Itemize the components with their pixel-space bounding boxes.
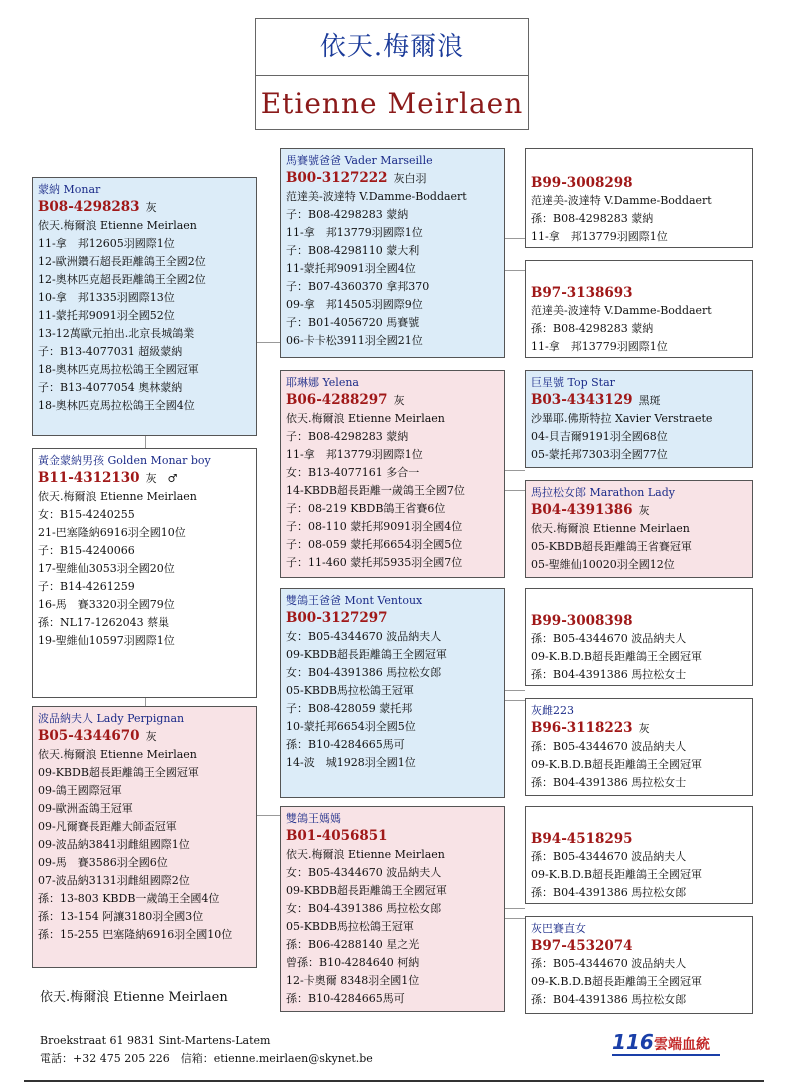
connector — [505, 918, 525, 919]
detail-line: 09-K.B.D.B超長距離鴿王全國冠軍 — [531, 975, 703, 988]
detail-line: 05-KBDB馬拉松鴿王冠軍 — [286, 920, 414, 933]
connector — [505, 490, 525, 491]
ring-number: B03-4343129 黑斑 — [531, 392, 661, 408]
detail-line: 子：B13-4077054 奧林蒙納 — [38, 381, 183, 394]
detail-line: 孫：15-255 巴塞隆納6916羽全國10位 — [38, 928, 233, 941]
dam-sire-card — [280, 588, 505, 798]
detail-line: 09-KBDB超長距離鴿王全國冠軍 — [38, 766, 199, 779]
detail-line: 孫：B04-4391386 馬拉松女士 — [531, 776, 687, 789]
ring-number: B97-4532074 — [531, 938, 633, 954]
sds-card — [525, 370, 753, 468]
bird-color: 黑斑 — [638, 394, 661, 407]
bird-color: 灰 ♂ — [145, 472, 178, 485]
bird-color: 灰 — [638, 722, 650, 735]
detail-line: 05-聖維仙10020羽全國12位 — [531, 558, 675, 571]
detail-line: 范達美-波達特 V.Damme-Boddaert — [531, 304, 712, 317]
detail-line: 11-蒙托邦9091羽全國52位 — [38, 309, 175, 322]
detail-line: 孫：13-803 KBDB一歲鴿王全國4位 — [38, 892, 220, 905]
detail-line: 女：B05-4344670 波品納夫人 — [286, 630, 442, 643]
detail-line: 09-鴿王國際冠軍 — [38, 784, 122, 797]
detail-line: 子：08-110 蒙托邦9091羽全國4位 — [286, 520, 463, 533]
bird-details — [531, 410, 747, 464]
detail-line: 孫：B05-4344670 波品納夫人 — [531, 632, 687, 645]
detail-line: 12-歐洲鑽石超長距離鴿王全國2位 — [38, 255, 206, 268]
detail-line: 孫：B10-4284665馬可 — [286, 738, 405, 751]
detail-line: 女：B04-4391386 馬拉松女郎 — [286, 666, 442, 679]
pedigree-title — [255, 18, 529, 130]
ring-number: B94-4518295 — [531, 831, 633, 847]
sire-card — [32, 177, 257, 436]
ring-number: B06-4288297 灰 — [286, 392, 405, 408]
detail-line: 孫：NL17-1262043 蔡巢 — [38, 616, 170, 629]
bird-color: 灰 — [145, 201, 157, 214]
detail-line: 12-卡奧爾 8348羽全國1位 — [286, 974, 420, 987]
bird-details — [531, 302, 747, 356]
bird-details — [38, 488, 251, 650]
bird-name: 馬賽號爸爸 Vader Marseille — [286, 154, 433, 167]
detail-line: 孫：B04-4391386 馬拉松女郎 — [531, 886, 687, 899]
address: Broekstraat 61 9831 Sint-Martens-Latem — [40, 1034, 271, 1047]
detail-line: 范達美-波達特 V.Damme-Boddaert — [286, 190, 467, 203]
detail-line: 17-聖維仙3053羽全國20位 — [38, 562, 175, 575]
bird-details — [286, 628, 499, 772]
bird-name: 雙鴿王媽媽 — [286, 812, 341, 825]
bird-name: 雙鴿王爸爸 Mont Ventoux — [286, 594, 423, 607]
detail-line: 19-聖維仙10597羽國際1位 — [38, 634, 175, 647]
sire-sire-card — [280, 148, 505, 358]
bird-details — [531, 848, 747, 902]
connector — [505, 270, 525, 271]
ddd-card — [525, 916, 753, 1014]
detail-line: 14-KBDB超長距離一歲鴿王全國7位 — [286, 484, 465, 497]
detail-line: 孫：B04-4391386 馬拉松女郎 — [531, 993, 687, 1006]
detail-line: 孫：B08-4298283 蒙納 — [531, 322, 654, 335]
detail-line: 子：B15-4240066 — [38, 544, 135, 557]
detail-line: 11-拿 邦13779羽國際1位 — [286, 226, 423, 239]
ring-number: B00-3127297 — [286, 610, 388, 626]
bird-details — [531, 520, 747, 574]
detail-line: 06-卡卡松3911羽全國21位 — [286, 334, 423, 347]
detail-line: 13-12萬歐元拍出.北京長城鴿業 — [38, 327, 195, 340]
bird-details — [286, 188, 499, 350]
detail-line: 子：B14-4261259 — [38, 580, 135, 593]
bird-name: 黃金蒙納男孩 Golden Monar boy — [38, 454, 211, 467]
detail-line: 女：B04-4391386 馬拉松女郎 — [286, 902, 442, 915]
phone-email: 電話：+32 475 205 226 信箱：etienne.meirlaen@skynet.be — [40, 1052, 373, 1065]
detail-line: 05-KBDB超長距離鴿王省賽冠軍 — [531, 540, 692, 553]
dam-card — [32, 706, 257, 968]
bird-color: 灰白羽 — [393, 172, 427, 185]
detail-line: 09-KBDB超長距離鴿王全國冠軍 — [286, 884, 447, 897]
detail-line: 子：08-219 KBDB鴿王省賽6位 — [286, 502, 446, 515]
bird-name: 蒙納 Monar — [38, 183, 101, 196]
ring-number: B05-4344670 灰 — [38, 728, 157, 744]
detail-line: 子：B13-4077031 超級蒙納 — [38, 345, 183, 358]
connector — [505, 908, 525, 909]
detail-line: 04-貝吉爾9191羽全國68位 — [531, 430, 668, 443]
detail-line: 孫：13-154 阿讓3180羽全國3位 — [38, 910, 204, 923]
dam-dam-card — [280, 806, 505, 1012]
connector — [505, 700, 525, 701]
detail-line: 依天.梅爾浪 Etienne Meirlaen — [531, 522, 690, 535]
owner-name: 依天.梅爾浪 Etienne Meirlaen — [40, 990, 228, 1005]
logo-text: 雲端血統 — [654, 1037, 710, 1053]
detail-line: 子：B08-428059 蒙托邦 — [286, 702, 413, 715]
detail-line: 11-拿 邦12605羽國際1位 — [38, 237, 175, 250]
bird-name: 波品納夫人 Lady Perpignan — [38, 712, 185, 725]
bird-name: 巨星號 Top Star — [531, 376, 615, 389]
detail-line: 孫：B05-4344670 波品納夫人 — [531, 740, 687, 753]
detail-line: 11-拿 邦13779羽國際1位 — [286, 448, 423, 461]
dds-card — [525, 806, 753, 904]
connector — [145, 436, 146, 448]
detail-line: 依天.梅爾浪 Etienne Meirlaen — [286, 412, 445, 425]
ring-number: B00-3127222 灰白羽 — [286, 170, 427, 186]
detail-line: 依天.梅爾浪 Etienne Meirlaen — [286, 848, 445, 861]
bird-name: 灰雌223 — [531, 704, 574, 717]
detail-line: 11-拿 邦13779羽國際1位 — [531, 230, 668, 243]
ring-number: B11-4312130 灰 ♂ — [38, 470, 178, 486]
bird-details — [38, 217, 251, 415]
sire-sibling-card — [32, 448, 257, 698]
bird-color: 灰 — [638, 504, 650, 517]
detail-line: 子：B07-4360370 拿邦370 — [286, 280, 430, 293]
ssd-card — [525, 260, 753, 358]
ring-number: B99-3008398 — [531, 613, 633, 629]
contact-info — [40, 1032, 373, 1068]
detail-line: 女：B13-4077161 多合一 — [286, 466, 420, 479]
detail-line: 依天.梅爾浪 Etienne Meirlaen — [38, 219, 197, 232]
detail-line: 沙畢耶.佛斯特拉 Xavier Verstraete — [531, 412, 713, 425]
detail-line: 05-KBDB馬拉松鴿王冠軍 — [286, 684, 414, 697]
dss-card — [525, 588, 753, 686]
detail-line: 21-巴塞隆納6916羽全國10位 — [38, 526, 186, 539]
detail-line: 范達美-波達特 V.Damme-Boddaert — [531, 194, 712, 207]
bird-name: 馬拉松女郎 Marathon Lady — [531, 486, 675, 499]
detail-line: 孫：B05-4344670 波品納夫人 — [531, 850, 687, 863]
detail-line: 10-蒙托邦6654羽全國5位 — [286, 720, 416, 733]
bird-details — [531, 630, 747, 684]
detail-line: 12-奧林匹克超長距離鴿王全國2位 — [38, 273, 206, 286]
detail-line: 09-波品納3841羽雌組國際1位 — [38, 838, 190, 851]
sire-dam-card — [280, 370, 505, 578]
detail-line: 09-K.B.D.B超長距離鴿王全國冠軍 — [531, 868, 703, 881]
ring-number: B99-3008298 — [531, 175, 633, 191]
detail-line: 孫：B06-4288140 星之光 — [286, 938, 420, 951]
connector — [145, 698, 146, 706]
detail-line: 11-蒙托邦9091羽全國4位 — [286, 262, 416, 275]
detail-line: 18-奧林匹克馬拉松鴿王全國冠軍 — [38, 363, 199, 376]
detail-line: 14-波 城1928羽全國1位 — [286, 756, 416, 769]
detail-line: 曾孫：B10-4284640 柯納 — [286, 956, 420, 969]
logo-underline — [612, 1054, 720, 1056]
detail-line: 孫：B05-4344670 波品納夫人 — [531, 957, 687, 970]
detail-line: 11-拿 邦13779羽國際1位 — [531, 340, 668, 353]
detail-line: 依天.梅爾浪 Etienne Meirlaen — [38, 490, 197, 503]
sss-card — [525, 148, 753, 248]
detail-line: 05-蒙托邦7303羽全國77位 — [531, 448, 668, 461]
detail-line: 09-KBDB超長距離鴿王全國冠軍 — [286, 648, 447, 661]
bird-color: 灰 — [393, 394, 405, 407]
detail-line: 女：B15-4240255 — [38, 508, 135, 521]
detail-line: 09-K.B.D.B超長距離鴿王全國冠軍 — [531, 758, 703, 771]
detail-line: 18-奧林匹克馬拉松鴿王全國4位 — [38, 399, 195, 412]
detail-line: 子：08-059 蒙托邦6654羽全國5位 — [286, 538, 463, 551]
connector — [256, 342, 280, 343]
detail-line: 孫：B08-4298283 蒙納 — [531, 212, 654, 225]
bird-name: 耶琳娜 Yelena — [286, 376, 359, 389]
ring-number: B01-4056851 — [286, 828, 388, 844]
connector — [505, 470, 525, 471]
connector — [505, 690, 525, 691]
detail-line: 孫：B04-4391386 馬拉松女士 — [531, 668, 687, 681]
ring-number: B08-4298283 灰 — [38, 199, 157, 215]
connector — [505, 238, 525, 239]
detail-line: 子：B08-4298110 蒙大利 — [286, 244, 420, 257]
dsd-card — [525, 698, 753, 796]
detail-line: 10-拿 邦1335羽國際13位 — [38, 291, 175, 304]
detail-line: 09-K.B.D.B超長距離鴿王全國冠軍 — [531, 650, 703, 663]
detail-line: 09-馬 賽3586羽全國6位 — [38, 856, 168, 869]
ring-number: B96-3118223 灰 — [531, 720, 650, 736]
detail-line: 子：B08-4298283 蒙納 — [286, 208, 409, 221]
bird-name: 灰巴賽直女 — [531, 922, 586, 935]
detail-line: 16-馬 賽3320羽全國79位 — [38, 598, 175, 611]
connector — [256, 815, 280, 816]
bird-details — [286, 410, 499, 572]
bird-details — [531, 192, 747, 246]
bottom-divider — [24, 1080, 764, 1082]
ring-number: B97-3138693 — [531, 285, 633, 301]
bird-color: 灰 — [145, 730, 157, 743]
detail-line: 依天.梅爾浪 Etienne Meirlaen — [38, 748, 197, 761]
detail-line: 子：B01-4056720 馬賽號 — [286, 316, 420, 329]
sdd-card — [525, 480, 753, 578]
bird-details — [38, 746, 251, 944]
detail-line: 女：B05-4344670 波品納夫人 — [286, 866, 442, 879]
bird-details — [286, 846, 499, 1008]
title-chinese: 依天.梅爾浪 — [256, 19, 528, 76]
detail-line: 09-拿 邦14505羽國際9位 — [286, 298, 423, 311]
bird-details — [531, 738, 747, 792]
detail-line: 07-波品納3131羽雌組國際2位 — [38, 874, 190, 887]
detail-line: 09-歐洲盃鴿王冠軍 — [38, 802, 133, 815]
ring-number: B04-4391386 灰 — [531, 502, 650, 518]
logo-number: 116 — [612, 1030, 654, 1054]
detail-line: 孫：B10-4284665馬可 — [286, 992, 405, 1005]
bird-details — [531, 955, 747, 1009]
detail-line: 09-凡爾賽長距離大師盃冠軍 — [38, 820, 177, 833]
logo — [612, 1030, 742, 1056]
detail-line: 子：B08-4298283 蒙納 — [286, 430, 409, 443]
title-english: Etienne Meirlaen — [260, 87, 524, 120]
detail-line: 子：11-460 蒙托邦5935羽全國7位 — [286, 556, 463, 569]
